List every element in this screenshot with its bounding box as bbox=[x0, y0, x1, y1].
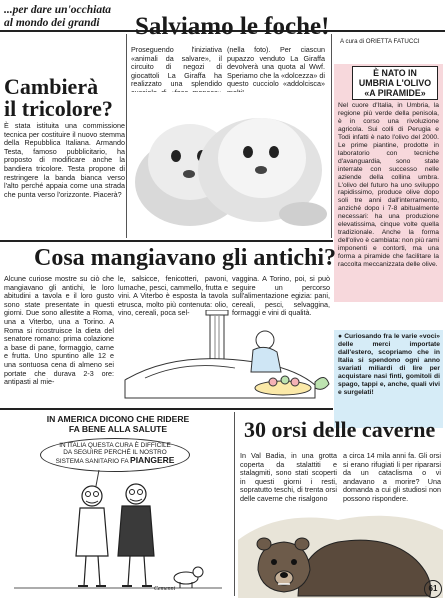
seal-plush-image bbox=[128, 92, 328, 234]
antichi-col-2: le, salsicce, fenicotteri, pavoni, lumache, pesci, cammello, frutta e vini. A Viterbo è esposta la tavola etrusca, molto più contenuta: olio, vino, cereali, poca sel- bbox=[118, 274, 228, 318]
bubble-line-1: IN ITALIA QUESTA CURA È DIFFICILE bbox=[59, 442, 171, 449]
seal-photo bbox=[128, 92, 328, 234]
kicker-line-1: ...per dare un'occhiata bbox=[4, 4, 112, 16]
speech-bubble bbox=[40, 438, 190, 472]
olivo-title-line-3: «A PIRAMIDE» bbox=[364, 88, 426, 98]
curiosando-body bbox=[338, 333, 440, 397]
curiosando-text: Curiosando fra le varie «voci» delle merci importate dall'estero, scopriamo che in Italia si spendono ogni anno svariati miliardi di lire per acquistare nasi finti, gomitoli di spago, tappi e, anche, quali vivi e surgelati! bbox=[338, 333, 440, 396]
tricolore-title-line-1: Cambierà bbox=[4, 74, 99, 99]
foche-col-2: (nella foto). Per ciascun pupazzo venduto La Giraffa devolverà una quota al Wwf. Speriamo che la «dolcezza» di questo cucciolo «addolcisca» bbox=[227, 45, 325, 89]
bubble-line-2: DA SEGUIRE PERCHÉ IL NOSTRO bbox=[63, 449, 167, 457]
cartoon-signature: Cemenni bbox=[154, 586, 176, 592]
antichi-col-1: Alcune curiose mostre su ciò che mangiavano gli antichi, le loro abitudini a tavola e il loro gusto sono state presentate in questi giorni. Due sono allestite a Roma, una a Viterbo, una a Torino. A Roma si ricostruisce la dieta del senatore romano: prima colazione a base di pane, formaggio, carne e frutta. Uno spuntino alle 12 e una sontuosa cena di almeno sei portate che durava 2-3 ore: antipasti al mie- bbox=[4, 274, 114, 387]
foche-col-1: Proseguendo l'iniziativa «animali da salvare», il circuito di negozi di giocattoli La Giraffa ha realizzato una splendido bbox=[131, 45, 222, 89]
orsi-title: 30 orsi delle caverne bbox=[244, 417, 436, 442]
bubble-line-3 bbox=[41, 454, 189, 465]
antichi-col-3: vaggina. A Torino, poi, si può seguire un percorso sull'alimentazione egizia: pani, cereali, pesci, selvaggina, formaggi e vini di qualità. bbox=[232, 274, 330, 318]
bottom-section-rule bbox=[0, 408, 333, 410]
tricolore-body: È stata istituita una commissione tecnica per costituire il nuovo stemma della Repubblica Italiana. Armando Testa, famoso pubblicitario, ha proposto di modificare anche la bandiera tricolore. Testa propone di restringere la banda bianca verso l'alto perché appaia come una strada che punta verso l'orizzonte. Piacerà? bbox=[4, 121, 125, 199]
bubble-big-word: PIANGERE bbox=[130, 454, 175, 465]
foche-title: Salviamo le foche! bbox=[135, 13, 330, 40]
page-number bbox=[424, 580, 442, 598]
page-number-text: 61 bbox=[428, 584, 438, 593]
credit-line: A cura di ORIETTA FATUCCI bbox=[340, 38, 420, 45]
column-divider-2 bbox=[331, 34, 332, 238]
orsi-col-2: a circa 14 mila anni fa. Gli orsi si erano rifugiati li per ripararsi da un cataclisma o vi andavano a morire? Una domanda a cui gli studiosi non possono rispondere. bbox=[343, 451, 441, 503]
antichi-top-rule bbox=[0, 240, 333, 242]
bubble-line-3-text: SISTEMA SANITARIO FA bbox=[55, 457, 129, 465]
column-divider-3 bbox=[234, 412, 235, 596]
cartoon-title-line-1: IN AMERICA DICONO CHE RIDERE bbox=[46, 414, 190, 424]
kicker-line-2: al mondo dei grandi bbox=[4, 17, 100, 29]
antichi-title: Cosa mangiavano gli antichi? bbox=[34, 245, 337, 271]
orsi-col-1: In Val Badia, in una grotta coperta da stalattiti e stalagmiti, sono stati scoperti in questi giorni i resti, sopratutto teschi, di trenta orsi delle caverne che risalgono bbox=[240, 451, 337, 503]
cartoon-panel bbox=[4, 412, 232, 598]
cartoon-title bbox=[4, 414, 232, 434]
cartoon-title-line-2: FA BENE ALLA SALUTE bbox=[68, 424, 168, 434]
roman-banquet-illustration bbox=[115, 310, 335, 405]
olivo-title-box bbox=[352, 66, 438, 100]
cave-bear-illustration bbox=[238, 500, 443, 598]
bullet-icon: ● bbox=[338, 333, 345, 340]
column-divider bbox=[126, 34, 127, 238]
banquet-drawing bbox=[115, 310, 335, 405]
tricolore-title-line-2: il tricolore? bbox=[4, 96, 113, 121]
olivo-title-line-1: È NATO IN bbox=[373, 68, 417, 78]
olivo-title-line-2: UMBRIA L'OLIVO bbox=[358, 78, 432, 88]
cartoon-drawing bbox=[4, 470, 232, 598]
olivo-body: Nel cuore d'Italia, in Umbria, la regione più verde della penisola, è in corso una rivoluzione agricola. Sui colli di Perugia e Todi infatti è nato l'olivo del 2000. Le prime piantine, prodotte in laboratorio con tecniche d'avanguardia, sono state interrate con successo nelle aziende della collina umbra. L'olivo del futuro ha uno sviluppo rapidissimo, produce olive dopo soli tre anni dall'interramento, anziché dopo i 7-8 abitualmente necessari: ha una produzione elevatissima, cinque volte quella tradizionale. Anche la forma dell'olivo è cambiata: non più rami imponenti e contorti, ma una forma a piramide che facilitare la raccolta meccanizzata delle olive. bbox=[338, 102, 439, 269]
tricolore-title bbox=[4, 76, 113, 120]
section-kicker bbox=[4, 4, 124, 30]
bear-drawing bbox=[238, 500, 443, 598]
